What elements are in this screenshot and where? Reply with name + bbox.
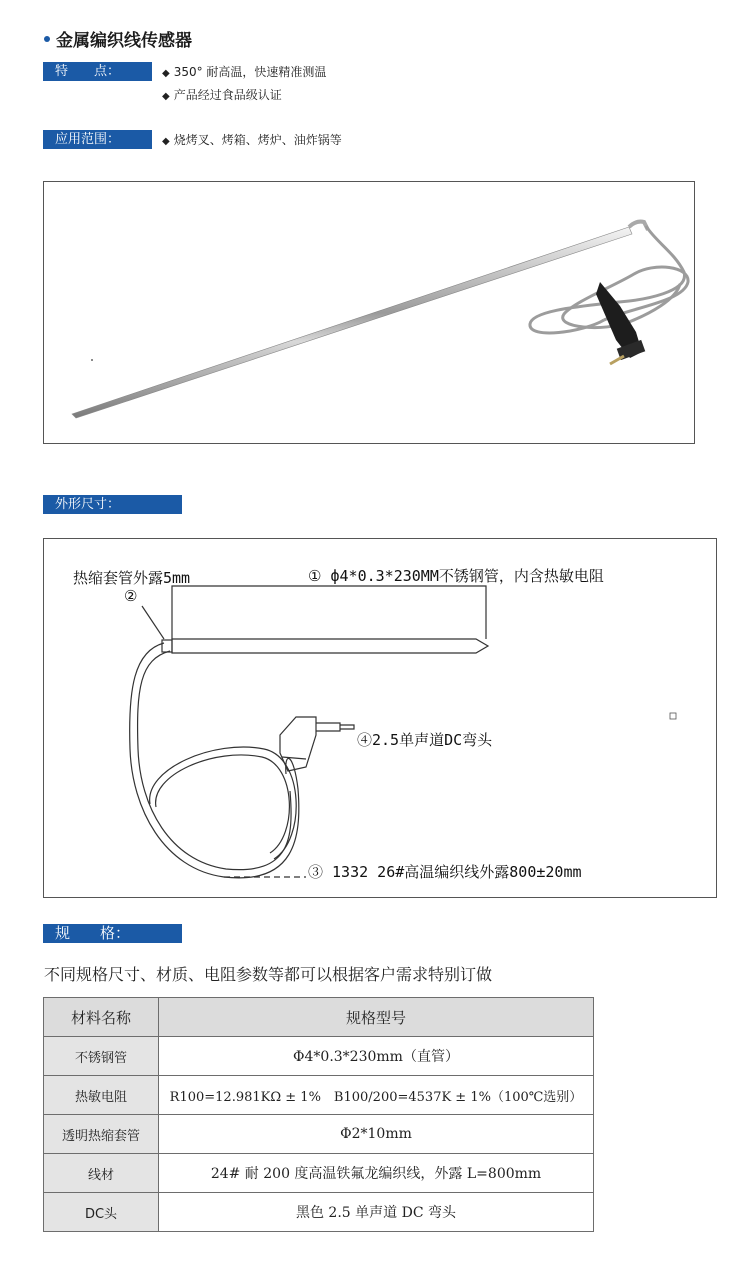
dimensions-label: 外形尺寸： (43, 495, 182, 514)
row-name: 透明热缩套管 (44, 1115, 159, 1154)
table-row (44, 1037, 594, 1076)
product-photo (43, 181, 695, 444)
header-model: 规格型号 (159, 998, 594, 1037)
row-name: 热敏电阻 (44, 1076, 159, 1115)
callout-wire: ③ 1332 26#高温编织线外露800±20mm (308, 863, 582, 881)
header-material: 材料名称 (44, 998, 159, 1037)
feature-item-2: ◆ 产品经过食品级认证 (162, 88, 282, 102)
diamond-bullet-icon: ◆ (162, 136, 170, 147)
row-value: Φ2*10mm (159, 1115, 594, 1154)
table-row (44, 1193, 594, 1232)
callout-circle-2: ② (124, 587, 138, 605)
probe-photo-illustration (44, 182, 694, 443)
spec-table (43, 997, 594, 1232)
features-label: 特 点： (43, 62, 152, 81)
table-row (44, 1076, 594, 1115)
row-name: 不锈钢管 (44, 1037, 159, 1076)
row-name: DC头 (44, 1193, 159, 1232)
table-row (44, 1115, 594, 1154)
row-value: R100=12.981KΩ ± 1% B100/200=4537K ± 1%（100℃选别） (159, 1076, 594, 1115)
specs-note: 不同规格尺寸、材质、电阻参数等都可以根据客户需求特别订做 (44, 965, 493, 984)
title-bullet-icon (44, 36, 50, 42)
row-name: 线材 (44, 1154, 159, 1193)
probe-line-drawing (44, 539, 716, 897)
row-value: 黑色 2.5 单声道 DC 弯头 (159, 1193, 594, 1232)
diamond-bullet-icon: ◆ (162, 91, 170, 102)
callout-dc-plug: ④2.5单声道DC弯头 (357, 731, 493, 749)
application-item-1: ◆ 烧烤叉、烤箱、烤炉、油炸锅等 (162, 133, 342, 147)
row-value: Φ4*0.3*230mm（直管） (159, 1037, 594, 1076)
application-label: 应用范围： (43, 130, 152, 149)
dimension-drawing (43, 538, 717, 898)
specs-label: 规 格： (43, 924, 182, 943)
table-header-row (44, 998, 594, 1037)
row-value: 24# 耐 200 度高温铁氟龙编织线，外露 L=800mm (159, 1154, 594, 1193)
feature-item-1: ◆ 350° 耐高温，快速精准测温 (162, 65, 327, 79)
diamond-bullet-icon: ◆ (162, 68, 170, 79)
callout-steel-tube: ① ф4*0.3*230MM不锈钢管，内含热敏电阻 (308, 567, 604, 585)
table-row (44, 1154, 594, 1193)
callout-shrink-tube: 热缩套管外露5mm (73, 569, 191, 587)
title-text: 金属编织线传感器 (56, 31, 192, 51)
page-title (44, 26, 192, 51)
